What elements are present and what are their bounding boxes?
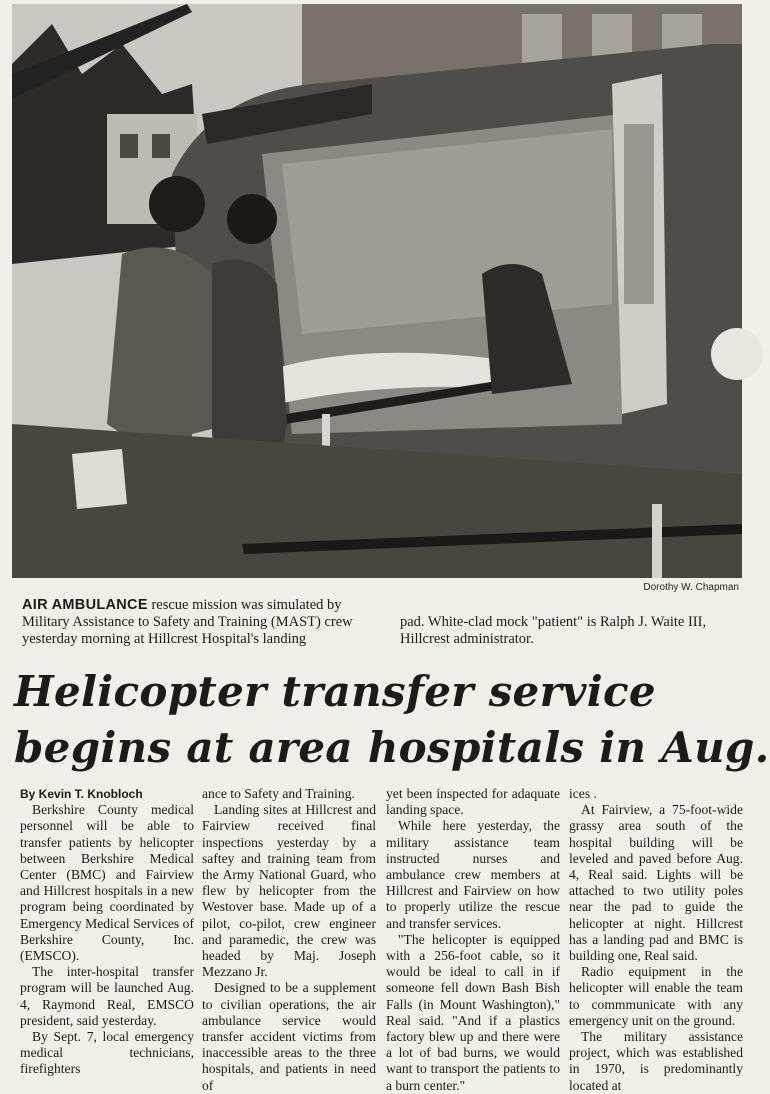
caption-lead: AIR AMBULANCE [22,597,148,613]
paragraph: Berkshire County medical personnel will be able to transfer patients by helicopter between Berkshire Medical Center (BMC) and Fairview and Hillcrest hospitals in a new program being coordinated by Emergency Medical Services of Berkshire County, Inc. (EMSCO). [20,802,194,964]
headline-line-2: begins at area hospitals in Aug. [14,723,770,772]
headline-line-1: Helicopter transfer service [14,667,656,716]
photo-credit: Dorothy W. Chapman [643,582,739,593]
paragraph: While here yesterday, the military assistance team instructed nurses and ambulance crew members at Hillcrest and Fairview on how to properly utilize the rescue and transfer services. [386,818,560,931]
caption-column-1 [22,597,372,648]
caption-column-2: pad. White-clad mock "patient" is Ralph J. Waite III, Hillcrest administrator. [400,614,707,647]
article-column-4 [569,786,743,1094]
article-column-3 [386,786,560,1094]
caption-text-1: rescue mission was simulated by Military Assistance to Safety and Training (MAST) crew yesterday morning at Hillcrest Hospital's landing [22,597,353,647]
paragraph: The inter-hospital transfer program will be launched Aug. 4, Raymond Real, EMSCO president, said yesterday. [20,964,194,1028]
headline [14,664,770,776]
article-body [20,786,745,1093]
article-column-2 [202,786,376,1094]
paragraph: The military assistance project, which was established in 1970, is predominantly located at [569,1029,743,1093]
paragraph: Radio equipment in the helicopter will enable the team to commmunicate with any emergency unit on the ground. [569,964,743,1028]
paragraph: "The helicopter is equipped with a 256-foot cable, so it would be ideal to call in if someone fell down Bash Bish Falls (in Mount Washington)," Real said. "And if a plastics factory blew up and there were a lot of bad burns, we would want to transport the patients to a burn center." [386,931,560,1093]
paragraph: yet been inspected for adaquate landing space. [386,786,560,818]
article-column-1 [20,786,194,1078]
paragraph: ance to Safety and Training. [202,786,355,801]
paragraph: Designed to be a supplement to civilian operations, the air ambulance service would transfer accident victims from inaccessible areas to the three hospitals, and patients in need of [202,980,376,1093]
byline: By Kevin T. Knobloch [20,787,143,801]
paragraph: Landing sites at Hillcrest and Fairview received final inspections yesterday by a saftey and training team from the Army National Guard, who flew by helicopter from the Westover base. Made up of a pilot, co-pilot, crew engineer and paramedic, the crew was headed by Maj. Joseph Mezzano Jr. [202,802,376,980]
paragraph: ices . [569,786,597,801]
paragraph: By Sept. 7, local emergency medical technicians, firefighters [20,1029,194,1077]
paragraph: At Fairview, a 75-foot-wide grassy area south of the hospital building will be leveled and paved before Aug. 4, Real said. Lights will be attached to two utility poles near the pad to guide the helicopter at night. Hillcrest has a landing pad and BMC is building one, Real said. [569,802,743,964]
helicopter-photo [12,4,742,578]
